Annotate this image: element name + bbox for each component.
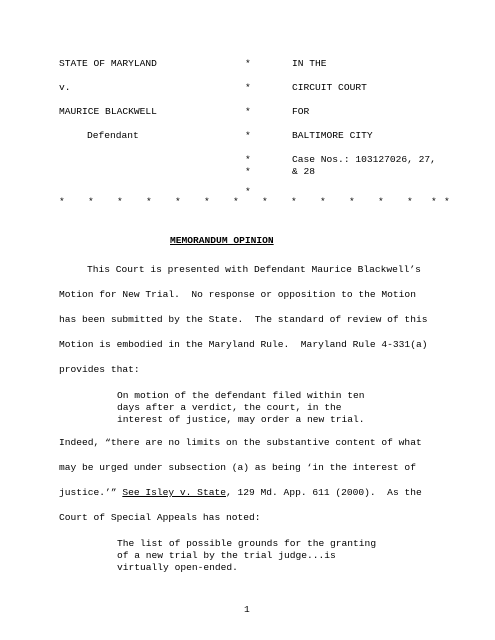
divider-star: * (444, 196, 450, 207)
divider-star: * (117, 196, 123, 207)
caption-star: * (245, 130, 251, 141)
caption-versus: v. (59, 82, 71, 93)
block-quote-line: interest of justice, may order a new trial. (117, 414, 365, 425)
paragraph-line: Motion for New Trial. No response or opposition to the Motion (59, 289, 416, 300)
divider-star: * (59, 196, 65, 207)
divider-star: * (291, 196, 297, 207)
block-quote-line: On motion of the defendant filed within ten (117, 390, 365, 401)
divider-star: * (88, 196, 94, 207)
caption-court-city: BALTIMORE CITY (292, 130, 373, 141)
case-citation: See Isley v. State (122, 487, 226, 498)
divider-star: * (262, 196, 268, 207)
caption-court-for: FOR (292, 106, 310, 117)
caption-party-state: STATE OF MARYLAND (59, 58, 157, 69)
block-quote-line: virtually open-ended. (117, 562, 238, 573)
divider-star: * (431, 196, 437, 207)
caption-party-defendant: MAURICE BLACKWELL (59, 106, 157, 117)
divider-star: * (146, 196, 152, 207)
caption-star: * (245, 166, 251, 177)
caption-court-in-the: IN THE (292, 58, 327, 69)
citation-lead: justice.’” (59, 487, 123, 498)
paragraph-line: has been submitted by the State. The standard of review of this (59, 314, 428, 325)
caption-defendant-label: Defendant (87, 130, 139, 141)
paragraph-line: Court of Special Appeals has noted: (59, 512, 261, 523)
caption-star: * (245, 82, 251, 93)
caption-case-numbers-cont: & 28 (292, 166, 316, 177)
block-quote-line: days after a verdict, the court, in the (117, 402, 342, 413)
block-quote-line: of a new trial by the trial judge...is (117, 550, 336, 561)
divider-star: * (378, 196, 384, 207)
block-quote-line: The list of possible grounds for the granting (117, 538, 377, 549)
divider-star: * (349, 196, 355, 207)
caption-court-name: CIRCUIT COURT (292, 82, 367, 93)
divider-star: * (320, 196, 326, 207)
paragraph-line: Motion is embodied in the Maryland Rule. Maryland Rule 4-331(a) (59, 339, 428, 350)
caption-case-numbers: Case Nos.: 103127026, 27, (292, 154, 436, 165)
page-number: 1 (244, 604, 250, 615)
caption-divider (0, 196, 495, 208)
paragraph-line-citation (59, 487, 422, 499)
paragraph-line: Indeed, “there are no limits on the substantive content of what (59, 437, 422, 448)
divider-star: * (175, 196, 181, 207)
caption-star: * (245, 58, 251, 69)
caption-star: * (245, 106, 251, 117)
divider-star: * (204, 196, 210, 207)
divider-star: * (233, 196, 239, 207)
caption-star: * (245, 154, 251, 165)
paragraph-line: This Court is presented with Defendant Maurice Blackwell’s (87, 264, 421, 275)
paragraph-line: provides that: (59, 364, 140, 375)
document-title: MEMORANDUM OPINION (170, 235, 274, 246)
caption-star: * (245, 186, 251, 197)
paragraph-line: may be urged under subsection (a) as being ‘in the interest of (59, 462, 416, 473)
citation-tail: , 129 Md. App. 611 (2000). As the (225, 487, 422, 498)
divider-star: * (407, 196, 413, 207)
